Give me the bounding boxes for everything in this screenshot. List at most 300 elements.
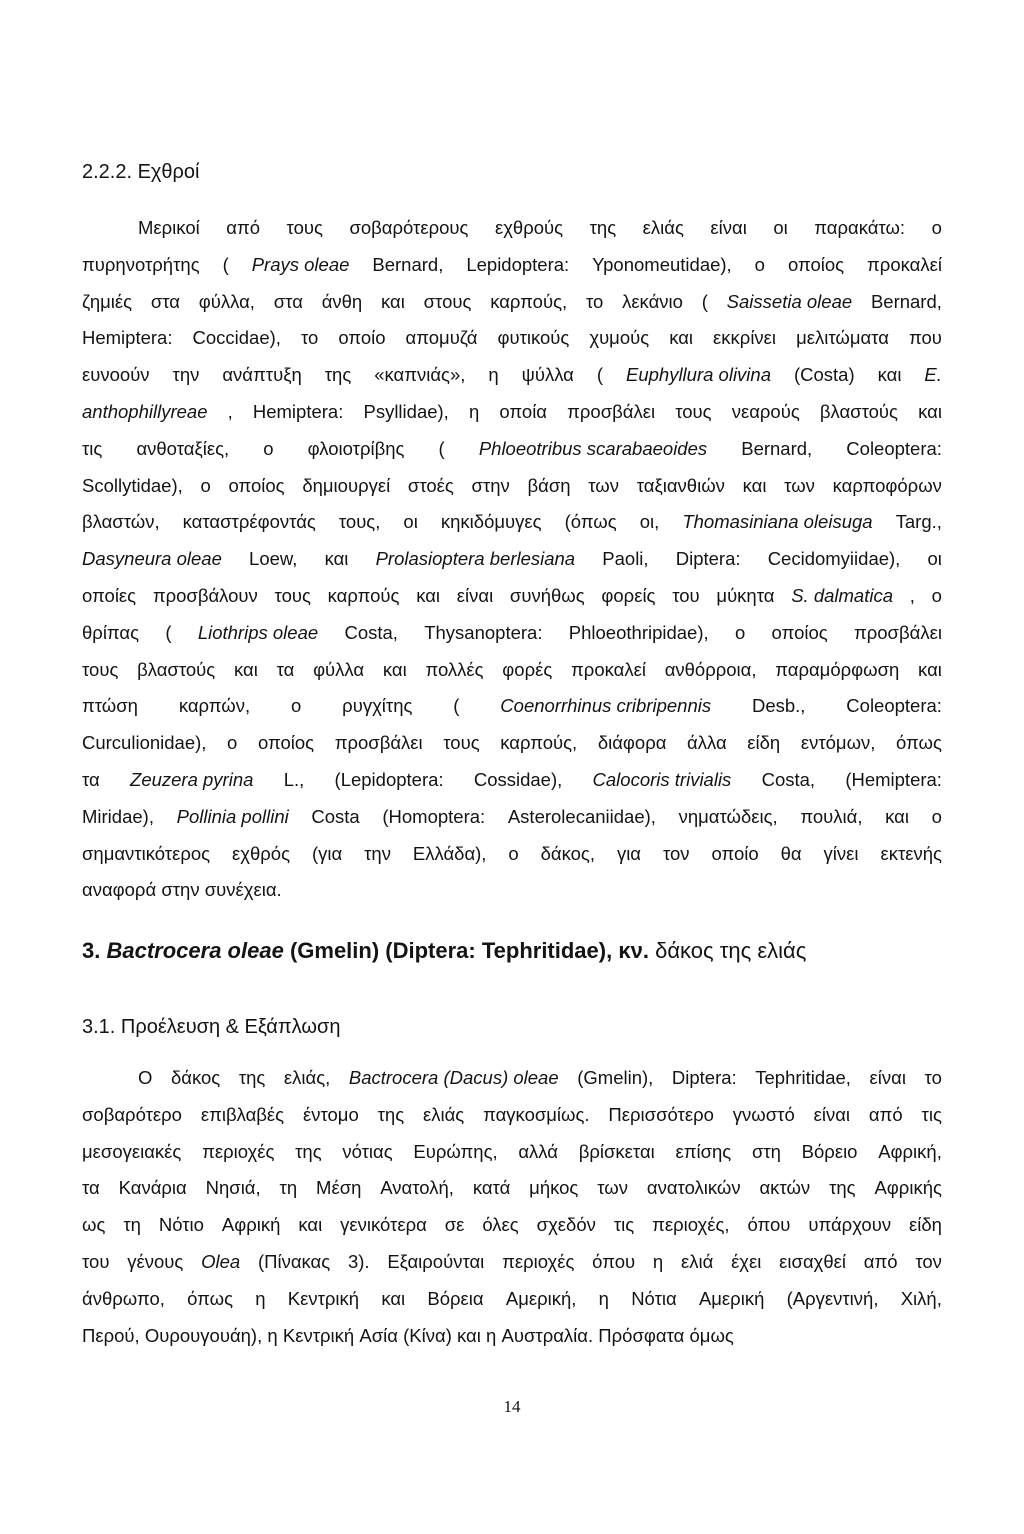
word: το [924,1067,942,1088]
word: σοβαρότερους [349,217,469,238]
word: Curculionidae), [82,732,207,754]
italic-term: Prolasioptera berlesiana [375,548,576,570]
word: τους [82,658,119,680]
word: βλαστούς [137,658,216,680]
word: τους [274,584,311,606]
word: φλοιοτρίβης [307,437,405,459]
word: πτώση [82,695,138,717]
word: τους, [338,511,381,533]
word: συνήθως [509,584,585,606]
word: τον [915,1250,942,1272]
word: Ευρώπης, [413,1140,498,1162]
italic-term: Bactrocera (Dacus) oleae [348,1067,559,1088]
word: εκτενής [880,842,942,864]
word: εισαχθεί [779,1250,846,1272]
word: παρακάτω: [814,217,906,238]
word: προσβάλει [567,400,656,422]
word: (Costa) [793,364,855,386]
word: σχεδόν [536,1214,596,1236]
word: ανάπτυξη [222,364,302,386]
word: οποίο [338,327,386,349]
word: επίσης [675,1140,732,1162]
word: η [468,400,480,422]
word: Bernard, [372,253,444,275]
word: Phloeothripidae), [568,621,709,643]
word: περιοχές, [652,1214,730,1236]
word: οποίος [771,621,828,643]
word: ταξιανθιών [636,474,725,496]
italic-term: Prays oleae [251,253,350,275]
word: και [298,1214,323,1236]
word: ζημιές [82,290,133,312]
word: Bernard, [741,437,813,459]
italic-term: Phloeotribus scarabaeoides [478,437,708,459]
word: προκαλεί [867,253,942,275]
word: ακτών [759,1177,811,1199]
text-line [82,1060,942,1097]
italic-term: Thomasiniana oleisuga [682,511,873,533]
word: των [784,474,815,496]
word: της [324,364,352,386]
word: διάφορα [597,732,667,754]
word: μεσογειακές [82,1140,182,1162]
word: ο [508,842,519,864]
italic-term: Dasyneura oleae [82,548,222,570]
word: υπάρχουν [808,1214,892,1236]
word: Costa [311,805,360,827]
word: Χιλή, [900,1287,942,1309]
word: περιοχές [202,1140,275,1162]
word: στοές [407,474,454,496]
word: στα [150,290,180,312]
word: ρυγχίτης [342,695,413,717]
word: Targ., [895,511,942,533]
word: οι, [639,511,660,533]
word: ελιάς [423,1103,465,1125]
word: αλλά [518,1140,558,1162]
word: καρπούς, [490,290,568,312]
word: της [589,217,617,238]
word: Πρόσφατα [598,1324,685,1346]
word: είναι [710,217,747,238]
word: τις [921,1103,942,1125]
word: η [488,364,499,386]
word: καρποφόρων [832,474,942,496]
word: Ο [138,1067,153,1088]
word: δάκος [170,1067,221,1088]
word: καταστρέφοντάς [182,511,316,533]
word: άνθη [321,290,363,312]
text-line [82,615,942,652]
word: τους [443,732,480,754]
chapter-species-name: Bactrocera oleae [106,938,284,963]
word: της [829,1177,856,1199]
word: στα [273,290,303,312]
italic-term: S. dalmatica [791,584,893,606]
word: ψύλλα [521,364,574,386]
word: ο [734,621,746,643]
text-line [82,1097,942,1134]
word: (Hemiptera: [845,768,942,790]
word: Hemiptera: [252,400,344,422]
word: Scollytidae), [82,474,183,496]
word: η [267,1324,278,1346]
word: Κεντρική [282,1324,355,1346]
word: Νησιά, [205,1177,261,1199]
word: έχει [731,1250,762,1272]
word: από [226,217,260,238]
word: μύκητα [716,584,775,606]
text-line [82,284,942,321]
word: Costa, [761,768,816,790]
word: όλες [482,1214,519,1236]
text-line [82,394,942,431]
word: ο [263,437,274,459]
word: του [82,1250,110,1272]
word: ο [754,253,765,275]
word: ( [596,364,604,386]
italic-term: Calocoris trivialis [592,768,732,790]
word: θρίπας [82,621,140,643]
word: είδη [747,732,781,754]
text-line [82,652,942,689]
word: Miridae), [82,805,154,827]
word: Μέση [316,1177,362,1199]
word: από [868,1103,903,1125]
word: L., [283,768,305,790]
word: το [585,290,604,312]
word: και [877,364,902,386]
word: τη [123,1214,141,1236]
word: οποίος [787,253,845,275]
text-line [82,1207,942,1244]
word: Κεντρική [287,1287,360,1309]
word: είδη [909,1214,942,1236]
word: Νότιο [158,1214,204,1236]
word: και [918,658,942,680]
word: περιοχές [502,1250,575,1272]
word: Cecidomyiidae), [767,548,901,570]
word: όπου [747,1214,791,1236]
word: Αφρική [221,1214,281,1236]
word: φορές [502,658,553,680]
word: οποίο [711,842,759,864]
word: συνέχεια. [204,879,282,901]
word: λεκάνιο [622,290,683,312]
word: γένους [127,1250,184,1272]
italic-term: Coenorrhinus cribripennis [500,695,712,717]
word: Tephritidae, [755,1067,851,1088]
word: και [457,1324,481,1346]
word: τα [82,1177,100,1199]
text-line [82,725,942,762]
word: Αυστραλία. [501,1324,594,1346]
word: Asterolecaniidae), [507,805,656,827]
word: ανθοταξίες, [136,437,230,459]
word: (όπως [564,511,617,533]
word: γνωστό [732,1103,795,1125]
text-line [82,836,942,873]
word: φύλλα, [198,290,255,312]
text-line [82,210,942,247]
word: γενικότερα [340,1214,427,1236]
page-number: 14 [503,1397,521,1416]
word: νηματώδεις, [678,805,778,827]
word: Bernard, [870,290,942,312]
word: παγκοσμίως. [483,1103,590,1125]
word: Περισσότερο [608,1103,714,1125]
word: και [381,1287,406,1309]
word: Βόρεια [427,1287,484,1309]
word: δημιουργεί [302,474,391,496]
word: οποίος [228,474,285,496]
word: των [588,474,620,496]
word: Coleoptera: [846,695,942,717]
word: ο [931,217,942,238]
chapter-common-name: δάκος της ελιάς [655,938,807,963]
word: βάση [527,474,571,496]
word: και [382,658,407,680]
word: εκκρίνει [713,327,777,349]
word: Ανατολή, [380,1177,454,1199]
text-line [82,431,942,468]
text-line [82,1170,942,1207]
word: στη [751,1140,781,1162]
word: τα [82,768,100,790]
word: εχθρός [232,842,290,864]
word: φορείς [601,584,656,606]
word: των [597,1177,628,1199]
section-heading-2-2-2: 2.2.2. Εχθροί [82,161,200,183]
text-line [82,320,942,357]
word: ανθόρροια, [664,658,757,680]
word: της [238,1067,266,1088]
word: Ασία [359,1324,398,1346]
word: Αμερική, [505,1287,577,1309]
word: και [416,584,441,606]
word: Αφρικής [874,1177,942,1199]
word: Αφρική, [878,1140,942,1162]
word: 3). [347,1250,370,1272]
word: Psyllidae), [363,400,449,422]
word: και [918,400,942,422]
word: φύλλα [313,658,365,680]
word: «καπνιάς», [374,364,466,386]
word: , [909,584,915,606]
word: νότιας [342,1140,393,1162]
word: το [300,327,319,349]
word: τις [613,1214,635,1236]
word: βλαστών, [82,511,160,533]
word: ευνοούν [82,364,150,386]
text-line [82,1281,942,1318]
word: σημαντικότερος [82,842,211,864]
word: Thysanoptera: [424,621,543,643]
word: τη [279,1177,298,1199]
word: σοβαρότερο [82,1103,182,1125]
word: μήκος [529,1177,579,1199]
word: όπως [896,732,942,754]
italic-term: E. [924,364,942,386]
italic-term: Olea [201,1250,241,1272]
word: θα [780,842,802,864]
word: άνθρωπο, [82,1287,165,1309]
word: τον [662,842,690,864]
word: ( [222,253,229,275]
word: της [295,1140,322,1162]
word: προσβάλει [334,732,423,754]
italic-term: Zeuzera pyrina [130,768,254,790]
word: Desb., [751,695,806,717]
word: ο [291,695,302,717]
text-line [82,762,942,799]
word: φυτικούς [497,327,570,349]
word: καρπούς [327,584,400,606]
word: εντόμων, [800,732,876,754]
word: πουλιά, [800,805,863,827]
word: ελιάς, [283,1067,331,1088]
word: εχθρούς [494,217,564,238]
word: (Homoptera: [382,805,486,827]
text-line [82,688,942,725]
word: όμως [689,1324,734,1346]
word: ως [82,1214,106,1236]
word: και [233,658,258,680]
word: ( [701,290,708,312]
section-heading-3-1: 3.1. Προέλευση & Εξάπλωση [82,1016,341,1038]
word: όπου [592,1250,636,1272]
word: προσβάλει [853,621,942,643]
word: Yponomeutidae), [592,253,732,275]
word: είναι [456,584,494,606]
word: τις [82,437,103,459]
chapter-number: 3. [82,938,101,963]
word: προκαλεί [571,658,646,680]
word: ελιάς [642,217,684,238]
italic-term: Saissetia oleae [726,290,853,312]
word: τους [286,217,323,238]
word: Κανάρια [118,1177,187,1199]
word: Βόρειο [801,1140,858,1162]
text-line [82,468,942,505]
word: ο [931,584,942,606]
word: Hemiptera: [82,327,173,349]
word: στην [471,474,510,496]
word: ο [227,732,238,754]
word: (Lepidoptera: [334,768,444,790]
word: ( [438,437,445,459]
word: Μερικοί [138,217,200,238]
word: επιβλαβές [200,1103,285,1125]
italic-term: Euphyllura olivina [625,364,771,386]
word: ανατολικών [646,1177,741,1199]
italic-term: Pollinia pollini [176,805,289,827]
text-line [82,1318,942,1355]
word: Cossidae), [473,768,563,790]
word: οι [403,511,418,533]
word: την [172,364,200,386]
text-line [82,578,942,615]
word: όπως [187,1287,233,1309]
word: ( [453,695,460,717]
word: οποίες [82,584,137,606]
word: γίνει [823,842,859,864]
word: για [616,842,641,864]
word: στην [161,879,200,901]
word: απομυζά [405,327,478,349]
word: Αμερική [698,1287,765,1309]
word: και [885,805,909,827]
word: (Gmelin), [577,1067,654,1088]
word: Περού, [82,1324,140,1346]
word: (για [311,842,343,864]
word: η [486,1324,497,1346]
word: πυρηνοτρήτης [82,253,200,275]
text-line [82,357,942,394]
word: σε [444,1214,465,1236]
word: της [377,1103,405,1125]
word: Ουρουγουάη), [144,1324,263,1346]
word: Lepidoptera: [466,253,570,275]
word: και [742,474,767,496]
italic-term: Liothrips oleae [197,621,319,643]
word: κηκιδόμυγες [440,511,542,533]
word: την [364,842,391,864]
text-line [82,1134,942,1171]
word: πολλές [425,658,484,680]
word: η [652,1250,664,1272]
text-line [82,247,942,284]
word: παραμόρφωση [775,658,900,680]
text-line [82,1244,942,1281]
word: από [863,1250,898,1272]
word: και [669,327,694,349]
text-line [82,504,942,541]
word: ο [200,474,211,496]
text-line [82,872,942,909]
word: τους [675,400,712,422]
word: νεαρούς [731,400,800,422]
word: η [255,1287,266,1309]
word: στους [423,290,472,312]
word: οποία [499,400,547,422]
word: που [908,327,942,349]
word: είναι [869,1067,906,1088]
word: οι [927,548,942,570]
word: οποίος [257,732,315,754]
word: Coleoptera: [846,437,942,459]
word: μελιτώματα [796,327,889,349]
text-line [82,799,942,836]
word: καρπούς, [500,732,578,754]
word: Diptera: [671,1067,737,1088]
word: χυμούς [589,327,650,349]
word: Εξαιρούνται [387,1250,485,1272]
word: προσβάλουν [152,584,258,606]
word: του [672,584,700,606]
word: κατά [472,1177,511,1199]
word: , [227,400,233,422]
chapter-taxonomy: (Gmelin) (Diptera: Tephritidae), κν. [289,938,649,963]
word: η [598,1287,609,1309]
word: ( [165,621,172,643]
word: ο [931,805,942,827]
word: έντομο [302,1103,359,1125]
word: Diptera: [675,548,741,570]
word: άλλα [687,732,727,754]
word: (Πίνακας [257,1250,331,1272]
word: ελιά [680,1250,714,1272]
